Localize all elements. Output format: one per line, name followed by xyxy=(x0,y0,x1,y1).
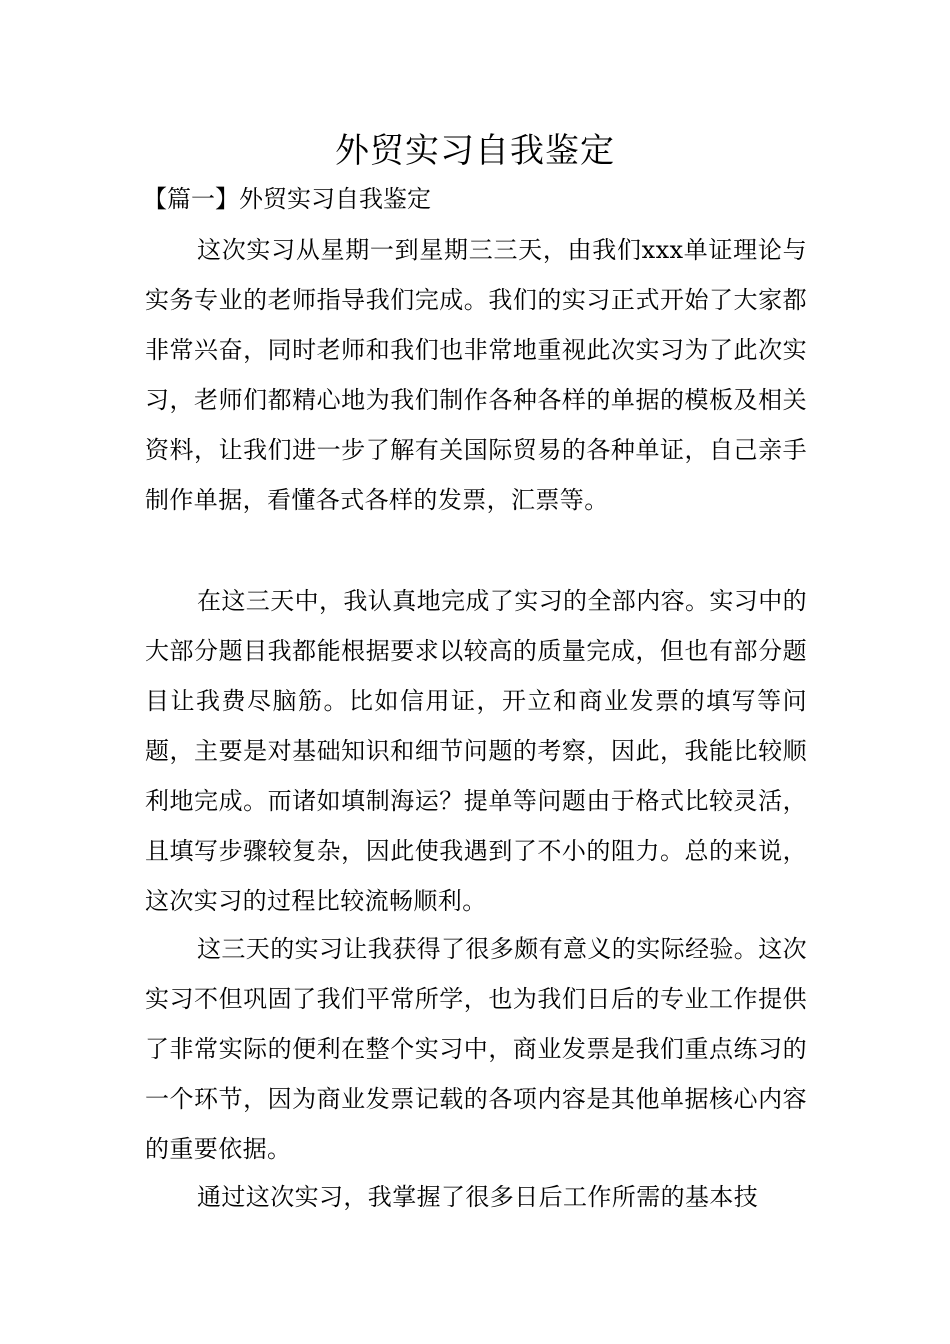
paragraph-2: 在这三天中，我认真地完成了实习的全部内容。实习中的大部分题目我都能根据要求以较高的质量完成，但也有部分题目让我费尽脑筋。比如信用证，开立和商业发票的填写等问题，主要是对基础知识和细节问题的考察，因此，我能比较顺利地完成。而诸如填制海运？提单等问题由于格式比较灵活，且填写步骤较复杂，因此使我遇到了不小的阻力。总的来说，这次实习的过程比较流畅顺利。 xyxy=(145,587,807,915)
paragraph-3: 这三天的实习让我获得了很多颇有意义的实际经验。这次实习不但巩固了我们平常所学，也为我们日后的专业工作提供了非常实际的便利在整个实习中，商业发票是我们重点练习的一个环节，因为商业发票记载的各项内容是其他单据核心内容的重要依据。 xyxy=(145,935,807,1163)
paragraph-4: 通过这次实习，我掌握了很多日后工作所需的基本技 xyxy=(197,1183,759,1211)
document-title: 外贸实习自我鉴定 xyxy=(335,131,615,171)
paragraph-1: 这次实习从星期一到星期三三天，由我们xxx单证理论与实务专业的老师指导我们完成。我们的实习正式开始了大家都非常兴奋，同时老师和我们也非常地重视此次实习为了此次实习，老师们都精心地为我们制作各种各样的单据的模板及相关资料，让我们进一步了解有关国际贸易的各种单证，自己亲手制作单据，看懂各式各样的发票，汇票等。 xyxy=(145,236,807,514)
section-heading: 【篇一】外贸实习自我鉴定 xyxy=(143,185,431,213)
